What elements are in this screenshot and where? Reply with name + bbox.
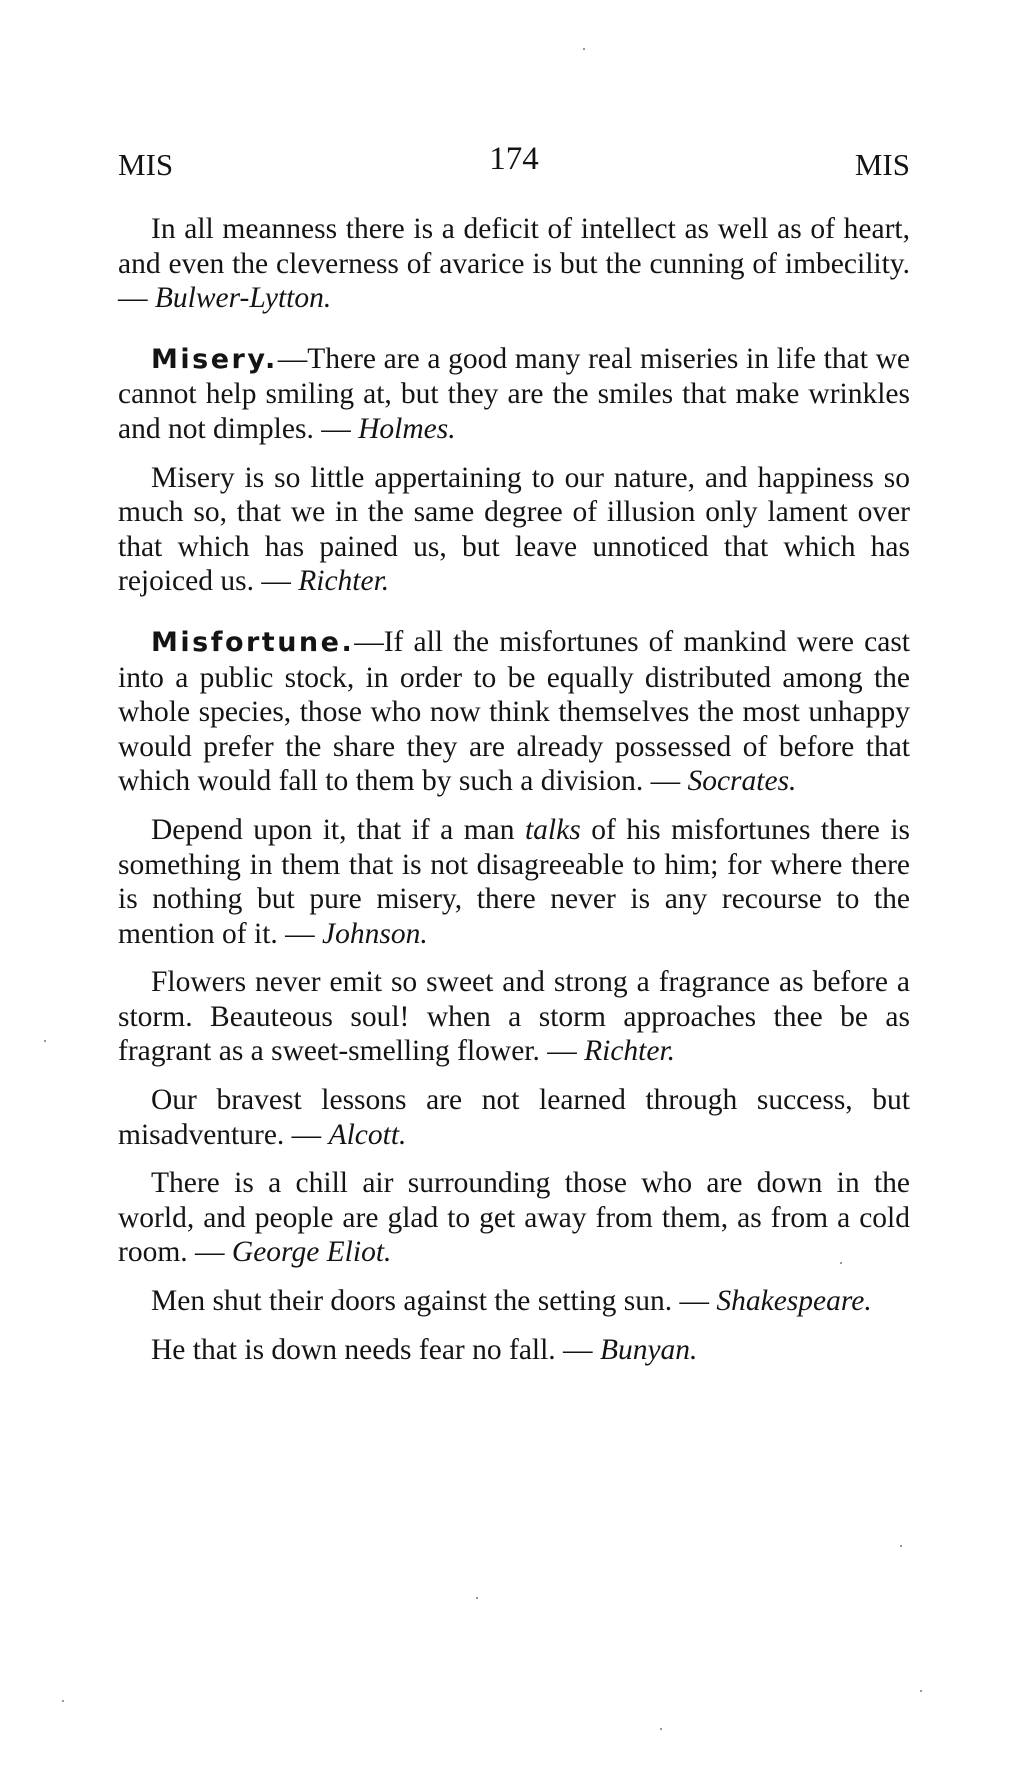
paper-speck [62, 1700, 64, 1702]
quote-author: Socrates. [687, 765, 797, 798]
paper-speck [840, 1262, 842, 1264]
quote-paragraph [118, 1333, 910, 1368]
quote-text: Our bravest lessons are not learned through success, but misadventure. — [118, 1084, 910, 1151]
quote-author: Johnson. [322, 917, 428, 950]
quote-text: Misery is so little appertaining to our nature, and happiness so much so, that we in the same degree of illusion only lament over that which has pained us, but leave unnoticed that which has rejoiced us. — [118, 461, 910, 598]
quote-paragraph [118, 1166, 910, 1270]
quote-author: Alcott. [328, 1118, 407, 1151]
quote-author: Shakespeare. [716, 1285, 872, 1318]
quote-paragraph [118, 461, 910, 599]
paper-speck [44, 1040, 46, 1042]
quote-text: In all meanness there is a deficit of intellect as well as of heart, and even the cleverness of avarice is but the cunning of imbecility. — [118, 213, 910, 315]
quote-paragraph [118, 625, 910, 799]
quote-author: George Eliot. [231, 1236, 392, 1269]
page-body [118, 212, 910, 1381]
quote-author: Bunyan. [599, 1333, 698, 1366]
quote-author: Richter. [584, 1035, 676, 1068]
quote-paragraph [118, 1284, 910, 1319]
quote-text: Men shut their doors against the setting sun. — [151, 1285, 709, 1318]
quote-paragraph [118, 212, 910, 316]
quote-text: There is a chill air surrounding those who are down in the world, and people are glad to get away from them, as from a cold room. — [118, 1167, 910, 1269]
topic-heading: Misery. [151, 343, 278, 375]
quote-paragraph [118, 1083, 910, 1152]
header-left-guide-word: MIS [118, 147, 174, 182]
paper-speck [900, 1545, 902, 1547]
emphasized-word: talks [524, 813, 581, 846]
quote-text: He that is down needs fear no fall. — [151, 1333, 593, 1366]
quote-paragraph [118, 813, 910, 951]
quote-text-after: of his misfortunes there is something in them that is not disagreeable to him; for where there is nothing but pure misery, there never is any recourse to the mention of it. — [118, 813, 911, 950]
paper-speck [476, 1597, 478, 1599]
quote-author: Bulwer-Lytton. [154, 282, 332, 315]
quote-text: —If all the misfortunes of mankind were cast into a public stock, in order to be equally distributed among the whole species, those who now think themselves the most unhappy would prefer the share they are already possessed of before that which would fall to them by such a division. — [118, 625, 910, 798]
quote-paragraph [118, 965, 910, 1069]
quote-text: —There are a good many real miseries in life that we cannot help smiling at, but they are the smiles that make wrinkles and not dimples. — [118, 342, 910, 445]
running-header [118, 140, 910, 190]
paper-speck [583, 48, 585, 50]
quote-text-before: Depend upon it, that if a man [151, 813, 515, 846]
quote-paragraph [118, 342, 910, 447]
paper-speck [920, 1690, 922, 1692]
quote-author: Holmes. [358, 412, 456, 445]
paper-speck [660, 1728, 662, 1730]
topic-heading: Misfortune. [151, 626, 355, 658]
quote-author: Richter. [298, 565, 390, 598]
page-number: 174 [489, 141, 539, 177]
quote-text: Flowers never emit so sweet and strong a fragrance as before a storm. Beauteous soul! when a storm approaches thee be as fragrant as a sweet-smelling flower. — [118, 966, 910, 1068]
header-right-guide-word: MIS [854, 147, 910, 182]
